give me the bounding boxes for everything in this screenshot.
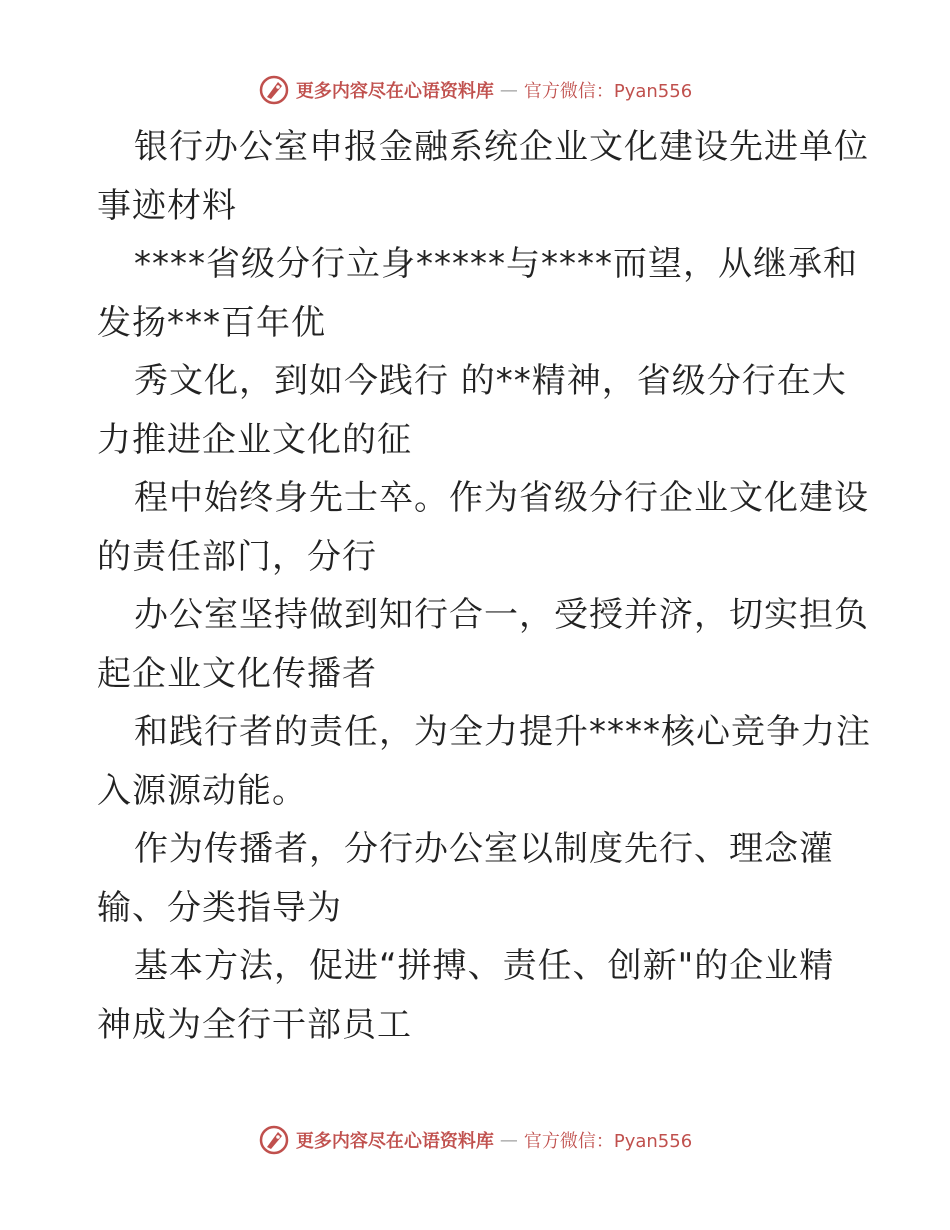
paragraph-line: 秀文化，到如今践行 的**精神，省级分行在大 [134, 361, 847, 401]
paragraph-line: 力推进企业文化的征 [97, 419, 412, 460]
paragraph-line: 作为传播者，分行办公室以制度先行、理念灌 [134, 829, 834, 869]
paragraph-line: 发扬***百年优 [97, 302, 326, 343]
paragraph-line: ****省级分行立身*****与****而望，从继承和 [134, 244, 858, 284]
paragraph-line: 入源源动能。 [97, 770, 307, 811]
paragraph-line: 银行办公室申报金融系统企业文化建设先进单位 [134, 127, 869, 167]
paragraph-line: 和践行者的责任，为全力提升****核心竞争力注 [134, 712, 871, 752]
paragraph-line: 事迹材料 [97, 185, 237, 226]
header-separator: — [499, 79, 518, 101]
header-wechat-text: 官方微信：Pyan556 [523, 81, 693, 102]
paragraph-line: 起企业文化传播者 [97, 653, 377, 694]
document-body [97, 118, 871, 1054]
footer-banner [0, 1120, 950, 1160]
footer-separator: — [499, 1129, 518, 1151]
header-site-text: 更多内容尽在心语资料库 [295, 81, 494, 102]
paragraph-line: 基本方法，促进“拼搏、责任、创新"的企业精 [134, 946, 835, 986]
footer-site-text: 更多内容尽在心语资料库 [295, 1131, 494, 1152]
header-banner [0, 70, 950, 110]
paragraph-line: 输、分类指导为 [97, 887, 342, 928]
pen-nib-logo-icon [258, 1124, 290, 1156]
paragraph-line: 神成为全行干部员工 [97, 1004, 412, 1045]
footer-wechat-text: 官方微信：Pyan556 [523, 1131, 693, 1152]
paragraph-line: 的责任部门，分行 [97, 536, 377, 577]
pen-nib-logo-icon [258, 74, 290, 106]
paragraph-line: 办公室坚持做到知行合一，受授并济，切实担负 [134, 595, 869, 635]
paragraph-line: 程中始终身先士卒。作为省级分行企业文化建设 [134, 478, 869, 518]
